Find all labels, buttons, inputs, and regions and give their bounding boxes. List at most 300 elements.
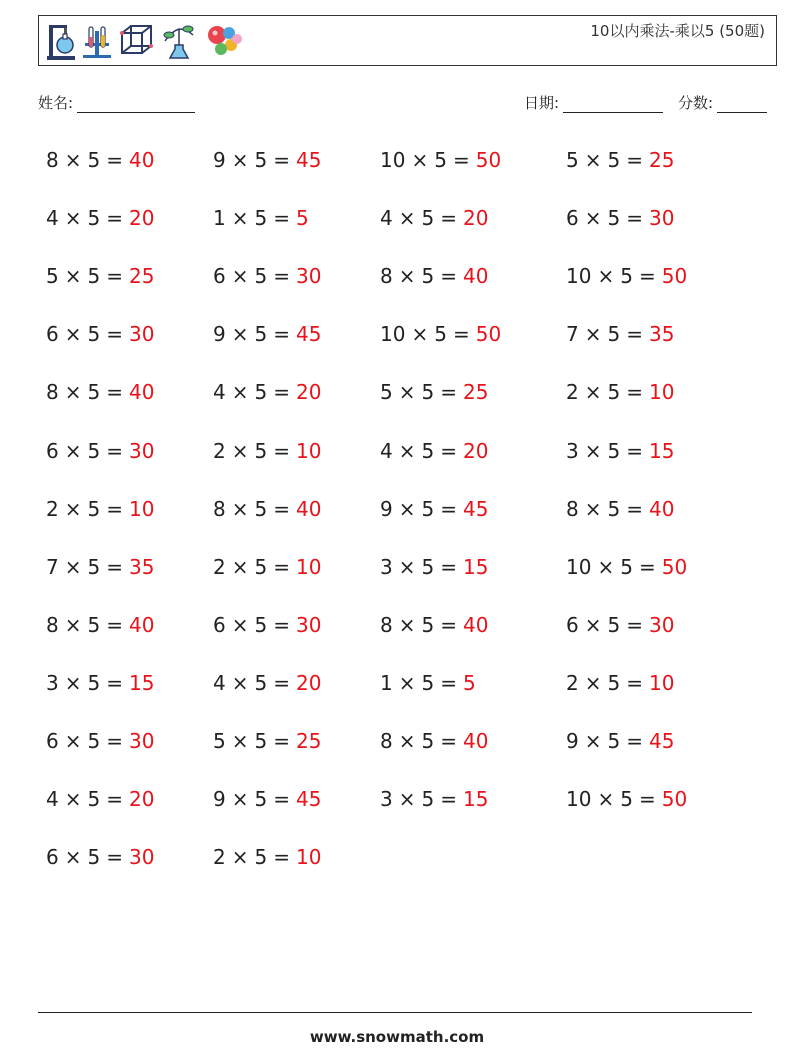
equals-sign: =: [273, 322, 290, 347]
equals-sign: =: [273, 670, 290, 695]
problem-multiplier: 5: [421, 787, 435, 812]
problem-item: [46, 671, 154, 695]
problem-item: [213, 787, 321, 811]
equals-sign: =: [106, 264, 123, 289]
problem-item: [380, 322, 501, 346]
problem-question: 8: [380, 612, 393, 637]
equals-sign: =: [626, 148, 643, 172]
equals-sign: =: [440, 496, 457, 521]
times-operator: ×: [231, 148, 249, 172]
problem-item: [213, 264, 321, 288]
problem-answer: 30: [649, 206, 675, 231]
problem-multiplier: 5: [254, 206, 268, 231]
times-operator: ×: [64, 322, 82, 347]
times-operator: ×: [584, 380, 602, 405]
problem-item: [46, 555, 154, 579]
problem-answer: 15: [463, 554, 489, 579]
problem-item: [566, 497, 674, 521]
problem-question: 3: [566, 438, 579, 463]
problem-item: [46, 729, 154, 753]
times-operator: ×: [411, 148, 429, 172]
score-label: 分数:: [678, 94, 714, 112]
times-operator: ×: [584, 612, 602, 637]
problem-multiplier: 5: [421, 438, 435, 463]
times-operator: ×: [64, 554, 82, 579]
problem-answer: 20: [296, 670, 322, 695]
problem-question: 2: [566, 380, 579, 405]
problem-question: 7: [566, 322, 579, 347]
times-operator: ×: [231, 264, 249, 289]
problem-question: 4: [46, 787, 59, 812]
equals-sign: =: [626, 380, 643, 405]
problem-item: [213, 380, 321, 404]
times-operator: ×: [398, 729, 416, 753]
problem-item: [46, 845, 154, 869]
problem-answer: 10: [649, 380, 675, 405]
equals-sign: =: [440, 206, 457, 231]
problem-answer: 10: [129, 496, 155, 521]
equals-sign: =: [626, 612, 643, 637]
problem-question: 9: [213, 787, 226, 812]
problem-multiplier: 5: [620, 787, 633, 812]
problem-item: [566, 206, 674, 230]
times-operator: ×: [231, 438, 249, 463]
times-operator: ×: [231, 845, 249, 870]
problem-item: [213, 555, 321, 579]
problem-item: [46, 613, 154, 637]
problem-item: [380, 497, 488, 521]
worksheet-title: 10以内乘法-乘以5 (50题): [590, 22, 765, 40]
times-operator: ×: [584, 206, 602, 231]
times-operator: ×: [584, 148, 602, 172]
problem-answer: 30: [129, 438, 155, 463]
problem-question: 6: [46, 438, 59, 463]
problem-multiplier: 5: [254, 612, 268, 637]
problem-question: 6: [46, 322, 59, 347]
problem-multiplier: 5: [434, 322, 447, 347]
times-operator: ×: [584, 670, 602, 695]
problem-answer: 30: [129, 729, 155, 753]
problem-multiplier: 5: [434, 148, 447, 172]
equals-sign: =: [626, 322, 643, 347]
problem-question: 10: [566, 264, 592, 289]
problem-answer: 50: [661, 787, 688, 812]
problem-question: 5: [566, 148, 579, 172]
equals-sign: =: [440, 380, 457, 405]
times-operator: ×: [231, 670, 249, 695]
equals-sign: =: [273, 787, 290, 812]
problem-multiplier: 5: [607, 729, 621, 753]
problem-answer: 40: [463, 729, 489, 753]
problem-answer: 45: [296, 787, 322, 812]
problem-answer: 20: [296, 380, 322, 405]
problem-question: 4: [213, 380, 226, 405]
equals-sign: =: [106, 845, 123, 870]
times-operator: ×: [231, 380, 249, 405]
problem-multiplier: 5: [87, 787, 101, 812]
problem-question: 4: [213, 670, 226, 695]
problem-answer: 30: [296, 264, 322, 289]
times-operator: ×: [398, 554, 416, 579]
problem-question: 10: [566, 554, 592, 579]
equals-sign: =: [106, 554, 123, 579]
problem-item: [213, 322, 321, 346]
problem-question: 8: [213, 496, 226, 521]
equals-sign: =: [273, 264, 290, 289]
problem-item: [380, 787, 488, 811]
times-operator: ×: [584, 729, 602, 753]
problem-multiplier: 5: [87, 438, 101, 463]
problem-question: 3: [380, 554, 393, 579]
times-operator: ×: [64, 787, 82, 812]
problem-multiplier: 5: [254, 787, 268, 812]
equals-sign: =: [273, 438, 290, 463]
times-operator: ×: [64, 148, 82, 172]
problem-multiplier: 5: [421, 380, 435, 405]
problem-multiplier: 5: [254, 496, 268, 521]
problem-answer: 5: [463, 670, 476, 695]
times-operator: ×: [398, 206, 416, 231]
equals-sign: =: [452, 322, 470, 347]
problem-multiplier: 5: [620, 264, 633, 289]
problem-item: [46, 148, 154, 172]
problem-multiplier: 5: [421, 729, 435, 753]
problem-answer: 40: [463, 264, 489, 289]
times-operator: ×: [64, 206, 82, 231]
problem-multiplier: 5: [607, 670, 621, 695]
problem-question: 8: [46, 148, 59, 172]
problem-question: 4: [380, 438, 393, 463]
problem-question: 8: [46, 612, 59, 637]
problem-multiplier: 5: [87, 264, 101, 289]
equals-sign: =: [638, 264, 656, 289]
times-operator: ×: [64, 496, 82, 521]
problem-multiplier: 5: [254, 845, 268, 870]
problem-answer: 50: [661, 554, 688, 579]
times-operator: ×: [64, 729, 82, 753]
problem-question: 10: [380, 322, 406, 347]
times-operator: ×: [64, 380, 82, 405]
times-operator: ×: [64, 264, 82, 289]
problem-answer: 15: [129, 670, 155, 695]
problem-question: 5: [46, 264, 59, 289]
problem-multiplier: 5: [421, 264, 435, 289]
problem-question: 2: [566, 670, 579, 695]
problem-answer: 15: [463, 787, 489, 812]
problem-answer: 25: [296, 729, 322, 753]
problem-multiplier: 5: [607, 322, 621, 347]
problem-question: 3: [380, 787, 393, 812]
problem-multiplier: 5: [607, 612, 621, 637]
times-operator: ×: [398, 380, 416, 405]
problem-multiplier: 5: [254, 438, 268, 463]
times-operator: ×: [411, 322, 429, 347]
problem-answer: 50: [661, 264, 688, 289]
problem-item: [213, 613, 321, 637]
problem-answer: 40: [296, 496, 322, 521]
problem-item: [380, 439, 488, 463]
problem-item: [566, 380, 674, 404]
equals-sign: =: [452, 148, 470, 172]
equals-sign: =: [626, 206, 643, 231]
equals-sign: =: [626, 496, 643, 521]
equals-sign: =: [440, 554, 457, 579]
problem-item: [566, 322, 674, 346]
times-operator: ×: [398, 787, 416, 812]
problem-answer: 35: [649, 322, 675, 347]
problem-item: [213, 206, 309, 230]
problem-answer: 30: [129, 322, 155, 347]
equals-sign: =: [106, 148, 123, 172]
problem-multiplier: 5: [607, 438, 621, 463]
equals-sign: =: [106, 729, 123, 753]
times-operator: ×: [398, 438, 416, 463]
problem-item: [380, 729, 488, 753]
problem-answer: 45: [649, 729, 675, 753]
times-operator: ×: [64, 845, 82, 870]
times-operator: ×: [597, 787, 615, 812]
equals-sign: =: [273, 380, 290, 405]
problem-answer: 20: [463, 206, 489, 231]
problem-multiplier: 5: [421, 206, 435, 231]
problem-item: [380, 555, 488, 579]
equals-sign: =: [106, 380, 123, 405]
problem-answer: 25: [649, 148, 675, 172]
problem-question: 2: [213, 438, 226, 463]
problem-question: 6: [566, 612, 579, 637]
problem-question: 10: [566, 787, 592, 812]
equals-sign: =: [626, 670, 643, 695]
equals-sign: =: [273, 729, 290, 753]
problem-answer: 40: [129, 148, 155, 172]
problem-item: [380, 613, 488, 637]
problem-question: 9: [213, 148, 226, 172]
problem-multiplier: 5: [421, 554, 435, 579]
times-operator: ×: [231, 787, 249, 812]
equals-sign: =: [273, 554, 290, 579]
problem-question: 10: [380, 148, 406, 172]
equals-sign: =: [106, 787, 123, 812]
problem-question: 9: [380, 496, 393, 521]
equals-sign: =: [638, 787, 656, 812]
equals-sign: =: [638, 554, 656, 579]
problem-answer: 20: [463, 438, 489, 463]
times-operator: ×: [398, 670, 416, 695]
problem-multiplier: 5: [254, 670, 268, 695]
problem-item: [213, 439, 321, 463]
problem-question: 6: [46, 729, 59, 753]
equals-sign: =: [273, 845, 290, 870]
equals-sign: =: [440, 612, 457, 637]
problem-question: 3: [46, 670, 59, 695]
problem-answer: 30: [296, 612, 322, 637]
problem-answer: 10: [296, 554, 322, 579]
problem-item: [566, 613, 674, 637]
problem-question: 4: [380, 206, 393, 231]
problem-answer: 40: [649, 496, 675, 521]
problem-item: [380, 264, 488, 288]
problem-question: 5: [213, 729, 226, 753]
problem-item: [566, 148, 674, 172]
problem-multiplier: 5: [607, 206, 621, 231]
problem-item: [380, 206, 488, 230]
problem-question: 7: [46, 554, 59, 579]
problem-question: 8: [46, 380, 59, 405]
problem-multiplier: 5: [87, 206, 101, 231]
problem-question: 9: [566, 729, 579, 753]
equals-sign: =: [273, 496, 290, 521]
times-operator: ×: [231, 322, 249, 347]
problem-question: 2: [46, 496, 59, 521]
problem-item: [213, 845, 321, 869]
times-operator: ×: [398, 264, 416, 289]
problem-answer: 50: [475, 148, 502, 172]
equals-sign: =: [440, 438, 457, 463]
problem-item: [213, 497, 321, 521]
problem-question: 6: [213, 612, 226, 637]
times-operator: ×: [398, 496, 416, 521]
problem-multiplier: 5: [87, 322, 101, 347]
problem-answer: 10: [296, 845, 322, 870]
problem-multiplier: 5: [421, 496, 435, 521]
problem-item: [566, 264, 687, 288]
problem-item: [46, 787, 154, 811]
problem-multiplier: 5: [421, 670, 435, 695]
problem-question: 2: [213, 845, 226, 870]
problem-multiplier: 5: [620, 554, 633, 579]
problem-item: [213, 671, 321, 695]
problem-multiplier: 5: [87, 670, 101, 695]
equals-sign: =: [440, 787, 457, 812]
problem-multiplier: 5: [421, 612, 435, 637]
problem-answer: 45: [296, 148, 322, 172]
problem-multiplier: 5: [87, 380, 101, 405]
problem-question: 1: [213, 206, 226, 231]
problem-multiplier: 5: [254, 148, 268, 172]
problem-item: [46, 439, 154, 463]
problem-item: [566, 729, 674, 753]
problem-multiplier: 5: [254, 264, 268, 289]
equals-sign: =: [106, 438, 123, 463]
problem-multiplier: 5: [254, 554, 268, 579]
problem-question: 8: [380, 264, 393, 289]
problem-multiplier: 5: [254, 322, 268, 347]
equals-sign: =: [626, 729, 643, 753]
problem-answer: 20: [129, 206, 155, 231]
problem-multiplier: 5: [87, 496, 101, 521]
problem-item: [566, 787, 687, 811]
problem-answer: 10: [296, 438, 322, 463]
problem-item: [46, 264, 154, 288]
problem-answer: 20: [129, 787, 155, 812]
times-operator: ×: [231, 496, 249, 521]
problem-answer: 10: [649, 670, 675, 695]
problem-question: 6: [566, 206, 579, 231]
problem-item: [566, 671, 674, 695]
times-operator: ×: [64, 612, 82, 637]
equals-sign: =: [106, 612, 123, 637]
problem-answer: 30: [129, 845, 155, 870]
problem-item: [380, 380, 488, 404]
problem-multiplier: 5: [254, 380, 268, 405]
problem-item: [46, 322, 154, 346]
times-operator: ×: [398, 612, 416, 637]
problem-question: 9: [213, 322, 226, 347]
problem-question: 6: [213, 264, 226, 289]
problem-item: [566, 555, 687, 579]
equals-sign: =: [273, 612, 290, 637]
problem-multiplier: 5: [87, 148, 101, 172]
problem-answer: 25: [463, 380, 489, 405]
problem-multiplier: 5: [607, 496, 621, 521]
problem-question: 8: [566, 496, 579, 521]
problem-multiplier: 5: [254, 729, 268, 753]
problem-answer: 40: [463, 612, 489, 637]
times-operator: ×: [584, 438, 602, 463]
times-operator: ×: [231, 554, 249, 579]
problem-answer: 50: [475, 322, 502, 347]
footer-divider: [38, 1012, 752, 1013]
equals-sign: =: [106, 496, 123, 521]
problem-item: [46, 380, 154, 404]
problem-item: [46, 497, 154, 521]
problem-item: [380, 671, 476, 695]
problem-item: [380, 148, 501, 172]
equals-sign: =: [106, 322, 123, 347]
equals-sign: =: [106, 670, 123, 695]
problem-answer: 40: [129, 612, 155, 637]
footer-url: www.snowmath.com: [309, 1028, 485, 1046]
date-label: 日期:: [524, 94, 560, 112]
equals-sign: =: [440, 670, 457, 695]
equals-sign: =: [106, 206, 123, 231]
times-operator: ×: [597, 554, 615, 579]
times-operator: ×: [64, 670, 82, 695]
equals-sign: =: [440, 264, 457, 289]
problem-item: [213, 729, 321, 753]
equals-sign: =: [626, 438, 643, 463]
problem-item: [46, 206, 154, 230]
problem-multiplier: 5: [87, 554, 101, 579]
problem-answer: 15: [649, 438, 675, 463]
problem-multiplier: 5: [87, 612, 101, 637]
problem-question: 5: [380, 380, 393, 405]
problem-question: 1: [380, 670, 393, 695]
problem-answer: 5: [296, 206, 309, 231]
problem-multiplier: 5: [607, 380, 621, 405]
problem-answer: 40: [129, 380, 155, 405]
problem-answer: 25: [129, 264, 155, 289]
equals-sign: =: [440, 729, 457, 753]
times-operator: ×: [64, 438, 82, 463]
problem-question: 2: [213, 554, 226, 579]
problem-question: 4: [46, 206, 59, 231]
problem-item: [566, 439, 674, 463]
name-label: 姓名:: [38, 94, 74, 112]
equals-sign: =: [273, 148, 290, 172]
problem-question: 6: [46, 845, 59, 870]
problem-answer: 45: [296, 322, 322, 347]
times-operator: ×: [231, 206, 249, 231]
times-operator: ×: [597, 264, 615, 289]
times-operator: ×: [584, 496, 602, 521]
problem-multiplier: 5: [87, 729, 101, 753]
problem-multiplier: 5: [87, 845, 101, 870]
problem-answer: 45: [463, 496, 489, 521]
problem-answer: 30: [649, 612, 675, 637]
times-operator: ×: [231, 729, 249, 753]
problem-multiplier: 5: [607, 148, 621, 172]
